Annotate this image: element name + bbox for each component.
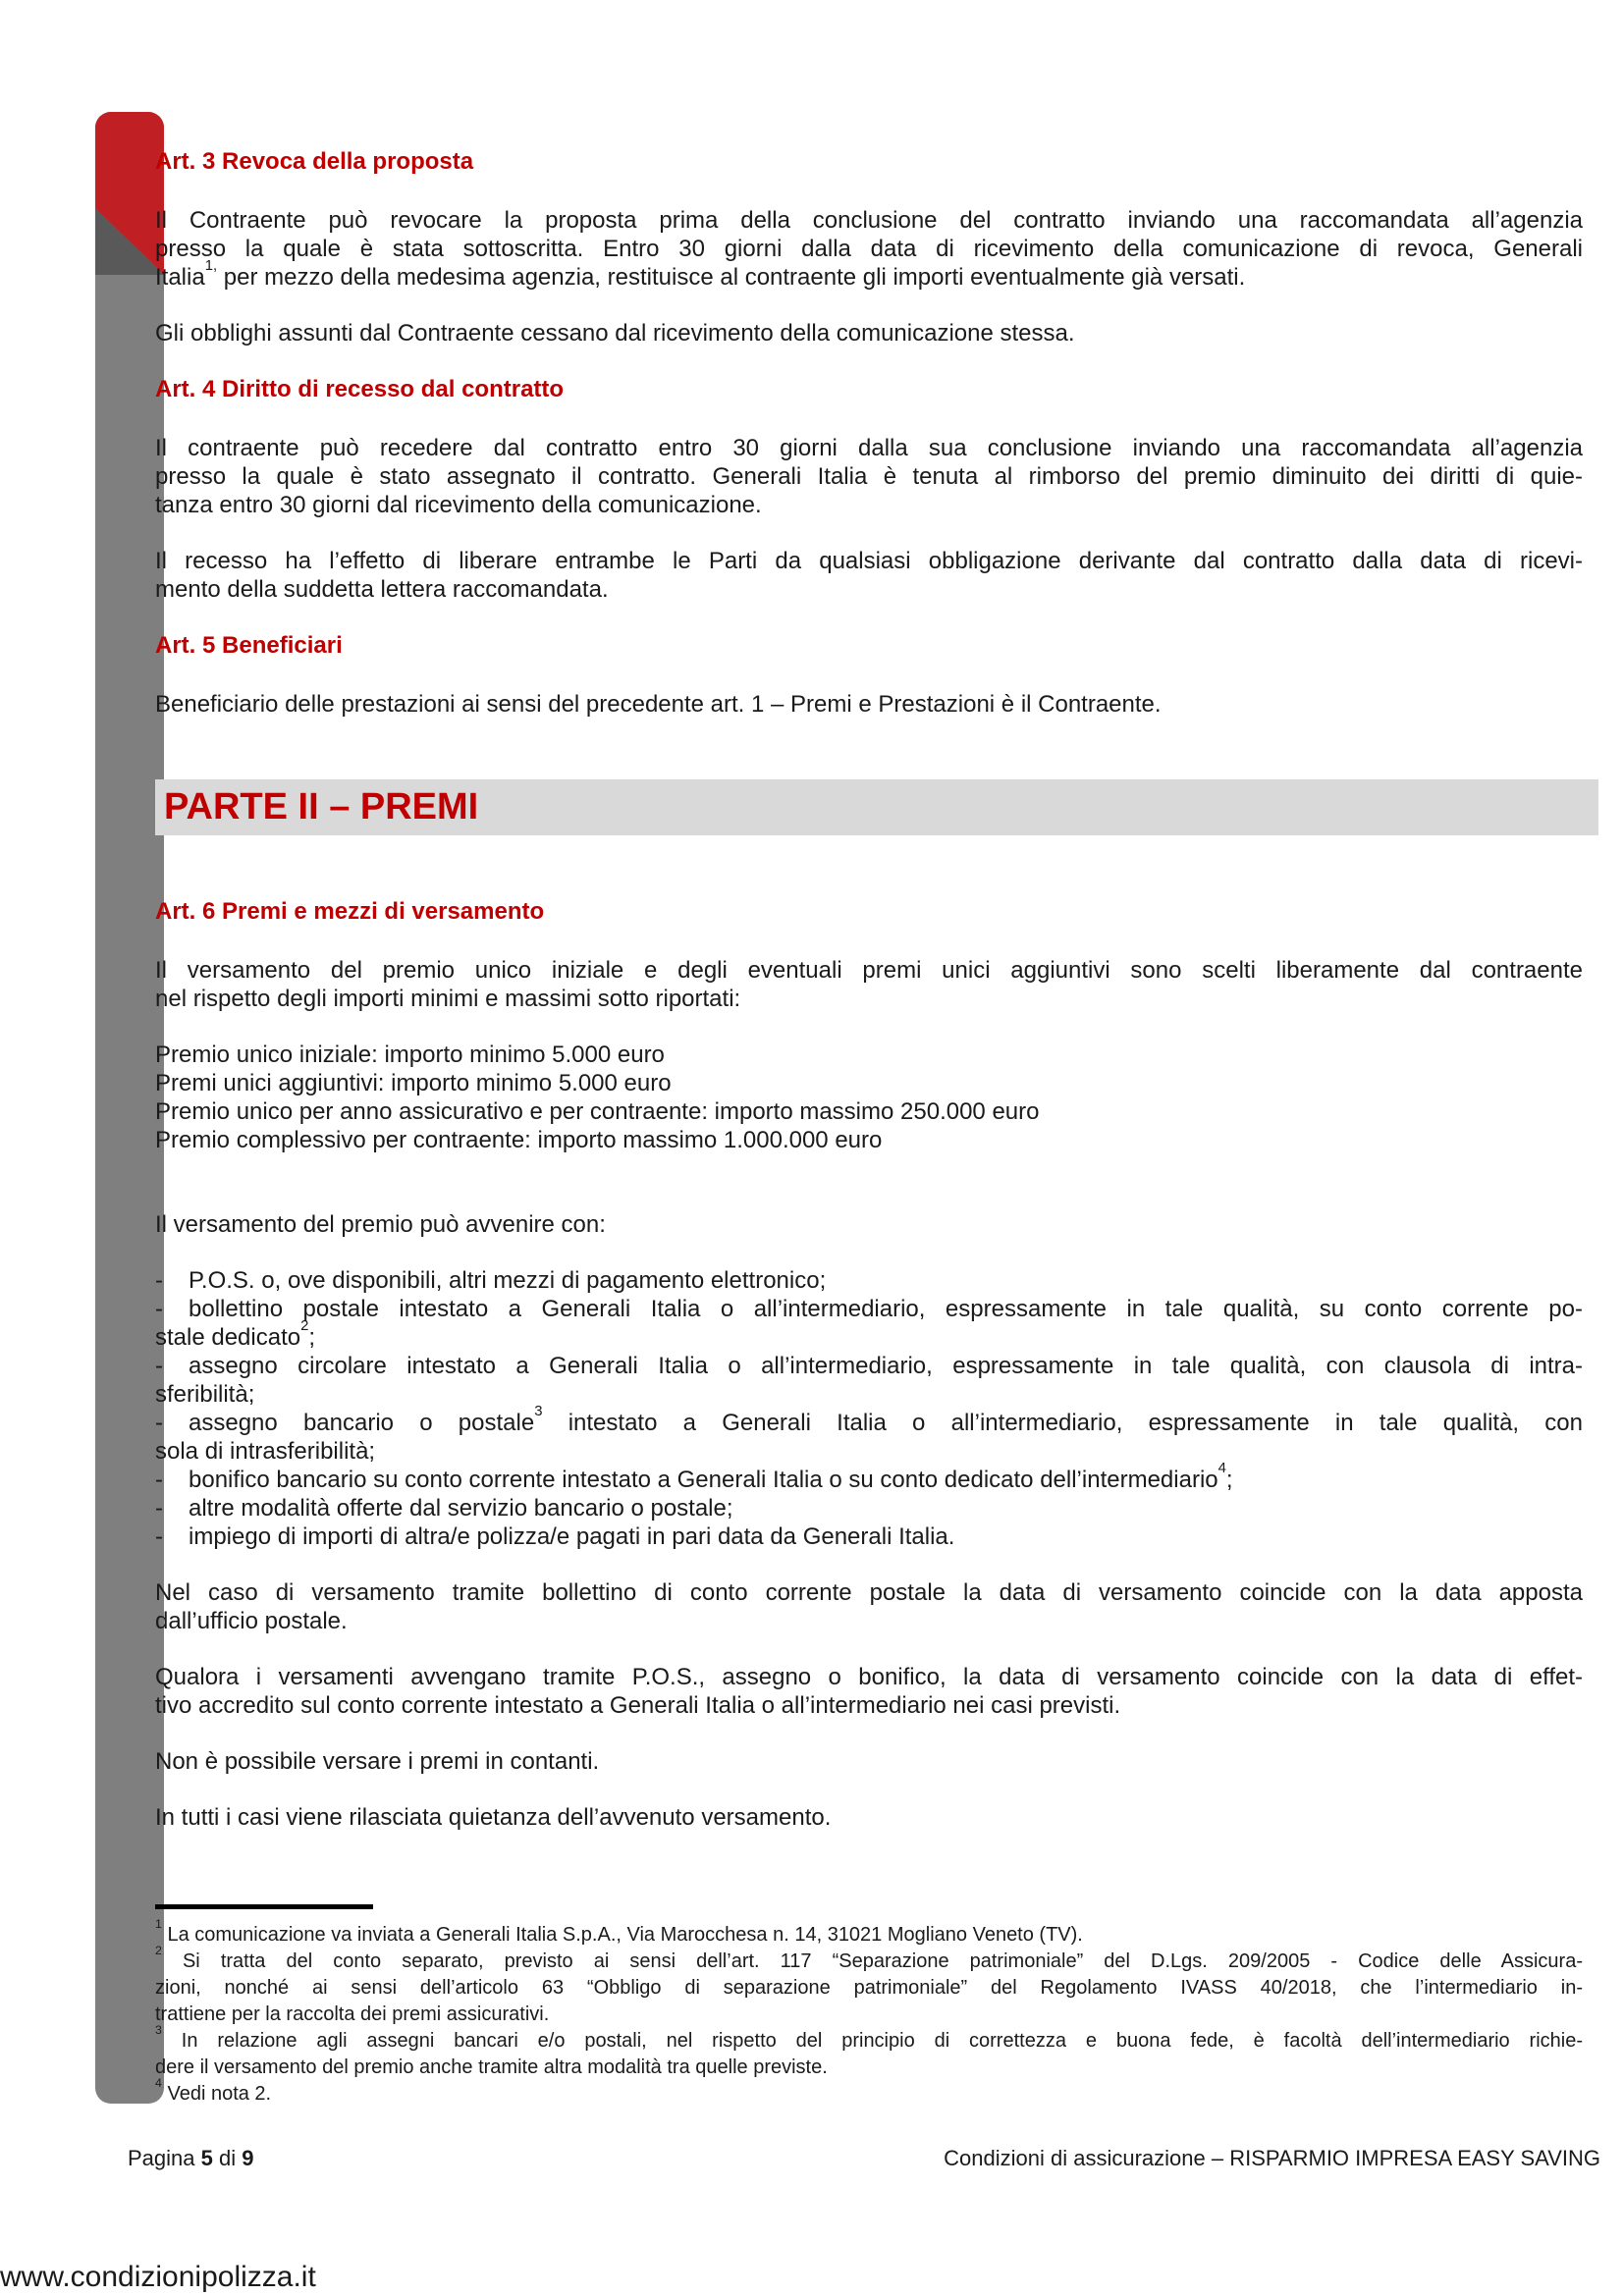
- text-line: Qualora i versamenti avvengano tramite P.O.S., assegno o bonifico, la data di versamento coincide con la data di effet-: [155, 1664, 1583, 1690]
- text-line: dere il versamento del premio anche tramite altra modalità tra quelle previste.: [155, 2056, 828, 2078]
- footnote-ref: 4: [155, 2076, 162, 2091]
- article-4-paragraph-1: [155, 434, 1583, 519]
- text-line: stale dedicato$^2$;: [155, 1317, 316, 1351]
- text-line: Il recesso ha l’effetto di liberare entrambe le Parti da qualsiasi obbligazione derivante dal contratto dalla data di ricevi-: [155, 548, 1583, 574]
- footnote-separator: [155, 1904, 373, 1909]
- text-line: mento della suddetta lettera raccomandata.: [155, 576, 609, 603]
- footnote-ref: 1,: [204, 257, 218, 274]
- text-line: Italia$^{1,}$ per mezzo della medesima agenzia, restituisce al contraente gli importi eventualmente già versati.: [155, 257, 1246, 291]
- payment-methods-intro: [155, 1210, 1583, 1239]
- text-line: $^2$ Si tratta del conto separato, previsto ai sensi dell’art. 117 “Separazione patrimoniale” del D.Lgs. 209/2005 - Codice delle Assicura-: [155, 1944, 1583, 1972]
- text-line: trattiene per la raccolta dei premi assicurativi.: [155, 2003, 550, 2025]
- footnote-ref: 2: [155, 1944, 162, 1958]
- article-5-paragraph-1: [155, 690, 1583, 719]
- text-line: presso la quale è stata sottoscritta. Entro 30 giorni dalla data di ricevimento della comunicazione di revoca, Generali: [155, 236, 1583, 262]
- footnote-ref: 3: [534, 1403, 543, 1419]
- text-line: $^4$ Vedi nota 2.: [155, 2076, 272, 2105]
- footnote-ref: 3: [155, 2023, 162, 2038]
- text-line: Premio unico iniziale: importo minimo 5.000 euro: [155, 1041, 665, 1068]
- text-line: - altre modalità offerte dal servizio bancario o postale;: [155, 1495, 733, 1522]
- text-line: sola di intrasferibilità;: [155, 1438, 376, 1465]
- text-line: tivo accredito sul conto corrente intestato a Generali Italia o all’intermediario nei casi previsti.: [155, 1692, 1121, 1719]
- text-line: nel rispetto degli importi minimi e massimi sotto riportati:: [155, 986, 741, 1012]
- page-footer: [128, 2145, 1600, 2172]
- footnotes: [155, 1904, 1583, 2108]
- article-3-paragraph-1: [155, 206, 1583, 292]
- left-decorative-bar: [95, 112, 164, 2104]
- text-line: Premio unico per anno assicurativo e per contraente: importo massimo 250.000 euro: [155, 1098, 1040, 1125]
- footer-document-title: Condizioni di assicurazione – RISPARMIO IMPRESA EASY SAVING: [944, 2146, 1600, 2170]
- article-6-heading: Art. 6 Premi e mezzi di versamento: [155, 898, 545, 925]
- text-line: Premio complessivo per contraente: importo massimo 1.000.000 euro: [155, 1127, 883, 1153]
- text-line: sferibilità;: [155, 1381, 255, 1408]
- text-line: - P.O.S. o, ove disponibili, altri mezzi di pagamento elettronico;: [155, 1267, 827, 1294]
- footnote-ref: 1: [155, 1917, 162, 1932]
- article-4-paragraph-2: [155, 547, 1583, 604]
- text-line: Il contraente può recedere dal contratto entro 30 giorni dalla sua conclusione inviando una raccomandata all’agenzia: [155, 435, 1583, 461]
- article-3-heading: Art. 3 Revoca della proposta: [155, 148, 474, 175]
- text-line: $^3$ In relazione agli assegni bancari e/o postali, nel rispetto del principio di correttezza e buona fede, è facoltà dell’intermediario richie-: [155, 2023, 1583, 2052]
- no-cash-paragraph: [155, 1747, 1583, 1776]
- of-label: di: [212, 2146, 243, 2170]
- text-line: $^1$ La comunicazione va inviata a Generali Italia S.p.A., Via Marocchesa n. 14, 31021 Mogliano Veneto (TV).: [155, 1917, 1083, 1946]
- text-line: Gli obblighi assunti dal Contraente cessano dal ricevimento della comunicazione stessa.: [155, 320, 1075, 347]
- receipt-paragraph: [155, 1803, 1583, 1832]
- footer-page-indicator: [128, 2145, 253, 2172]
- text-line: dall’ufficio postale.: [155, 1608, 348, 1634]
- payment-methods-list: [155, 1266, 1583, 1551]
- text-line: zioni, nonché ai sensi dell’articolo 63 “Obbligo di separazione patrimoniale” del Regolamento IVASS 40/2018, che l’intermediario in-: [155, 1977, 1583, 1999]
- text-line: Il versamento del premio può avvenire con:: [155, 1211, 606, 1238]
- text-line: - assegno bancario o postale$^3$ intestato a Generali Italia o all’intermediario, espressamente in tale qualità, con: [155, 1403, 1584, 1436]
- article-4-heading: Art. 4 Diritto di recesso dal contratto: [155, 376, 565, 402]
- text-line: Premi unici aggiuntivi: importo minimo 5.000 euro: [155, 1070, 672, 1096]
- article-5-heading: Art. 5 Beneficiari: [155, 632, 343, 659]
- text-line: Nel caso di versamento tramite bollettino di conto corrente postale la data di versamento coincide con la data apposta: [155, 1579, 1583, 1606]
- footnote-ref: 4: [1217, 1460, 1226, 1476]
- total-pages: 9: [242, 2146, 254, 2170]
- article-3-paragraph-2: [155, 319, 1583, 347]
- premium-limits-list: [155, 1041, 1583, 1154]
- parte-ii-premi-banner: PARTE II – PREMI: [155, 779, 1598, 835]
- text-line: - bollettino postale intestato a Generali Italia o all’intermediario, espressamente in tale qualità, su conto corrente po-: [155, 1296, 1583, 1322]
- text-line: presso la quale è stato assegnato il contratto. Generali Italia è tenuta al rimborso del premio diminuito dei diritti di quie-: [155, 463, 1583, 490]
- text-line: Il versamento del premio unico iniziale e degli eventuali premi unici aggiuntivi sono scelti liberamente dal contraente: [155, 957, 1583, 984]
- text-line: - assegno circolare intestato a Generali Italia o all’intermediario, espressamente in tale qualità, con clausola di intra-: [155, 1353, 1583, 1379]
- text-line: In tutti i casi viene rilasciata quietanza dell’avvenuto versamento.: [155, 1804, 832, 1831]
- text-line: Il Contraente può revocare la proposta prima della conclusione del contratto inviando una raccomandata all’agenzia: [155, 207, 1583, 234]
- text-line: Beneficiario delle prestazioni ai sensi del precedente art. 1 – Premi e Prestazioni è il Contraente.: [155, 691, 1162, 718]
- text-line: - impiego di importi di altra/e polizza/e pagati in pari data da Generali Italia.: [155, 1523, 955, 1550]
- text-line: tanza entro 30 giorni dal ricevimento della comunicazione.: [155, 492, 762, 518]
- footnote-ref: 2: [300, 1317, 309, 1334]
- document-content: [155, 120, 1583, 2108]
- text-line: - bonifico bancario su conto corrente intestato a Generali Italia o su conto dedicato dell’intermediario$^4$;: [155, 1460, 1233, 1493]
- postal-payment-paragraph: [155, 1578, 1583, 1635]
- article-6-paragraph-1: [155, 956, 1583, 1013]
- page-number: 5: [200, 2146, 213, 2170]
- page-label: Pagina: [128, 2146, 201, 2170]
- watermark-url: www.condizionipolizza.it: [0, 2261, 316, 2293]
- pos-payment-paragraph: [155, 1663, 1583, 1720]
- text-line: Non è possibile versare i premi in contanti.: [155, 1748, 600, 1775]
